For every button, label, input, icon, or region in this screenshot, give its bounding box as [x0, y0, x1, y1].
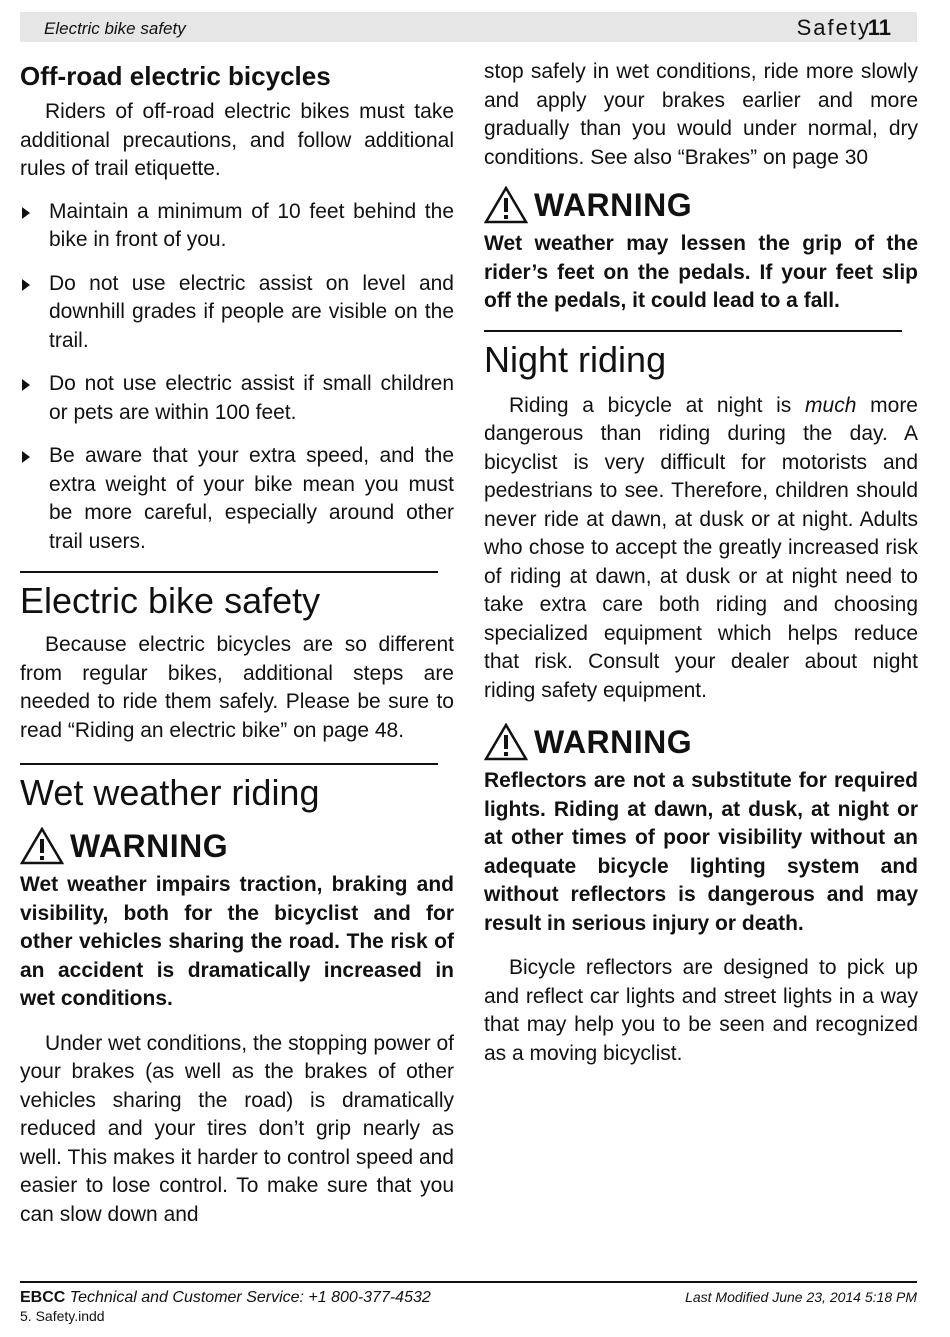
reflector-warning-text: Reflectors are not a substitute for required lights. Riding at dawn, at dusk, at night or at other times of poor visibility without an adequate bicycle lighting system and without reflectors is dangerous and may result in serious injury or death.: [484, 769, 918, 935]
pedal-warning-text: Wet weather may lessen the grip of the rider’s feet on the pedals. If your feet slip off the pedals, it could lead to a fall.: [484, 232, 918, 312]
warning-label: WARNING: [534, 723, 693, 760]
footer-filename: 5. Safety.indd: [20, 1308, 105, 1324]
night-riding-text: Riding a bicycle at night is much more dangerous than riding during the day. A bicyclist is very difficult for motorists and pedestrians to see. Therefore, children should never ride at dawn, at dusk or at night. Adults who chose to accept the greatly increased risk of riding at dawn, at dusk or at night need to take extra care both riding and choosing specialized equipment which helps reduce that risk. Consult your dealer about night riding safety equipment.: [484, 393, 918, 702]
warning-triangle-icon: [484, 186, 528, 224]
warning-triangle-icon: [20, 827, 64, 865]
list-item: Be aware that your extra speed, and the extra weight of your bike mean you must be more careful, especially around other trail users.: [20, 442, 454, 556]
left-column: [20, 58, 454, 1229]
bullet-arrow-icon: [22, 207, 30, 219]
header-section-title: Electric bike safety: [44, 19, 186, 38]
running-header: [20, 12, 917, 42]
bullet-arrow-icon: [22, 379, 30, 391]
night-riding-heading: Night riding: [484, 338, 667, 380]
warning-label: WARNING: [70, 827, 229, 864]
offroad-bullet-list: [20, 198, 454, 557]
offroad-intro: Riders of off-road electric bikes must take additional precautions, and follow additional rules of trail etiquette.: [20, 100, 454, 180]
warning-header: [484, 723, 918, 761]
wet-weather-heading: Wet weather riding: [20, 772, 320, 813]
footer-company: EBCC: [20, 1289, 66, 1306]
right-column: [484, 58, 918, 1068]
page-number: 11: [867, 15, 891, 40]
section-divider: [20, 763, 438, 765]
bullet-arrow-icon: [22, 279, 30, 291]
wet-warning-text: Wet weather impairs traction, braking and visibility, both for the bicyclist and for other vehicles sharing the road. The risk of an accident is dramatically increased in wet conditions.: [20, 873, 454, 1010]
wet-weather-text: Under wet conditions, the stopping power of your brakes (as well as the brakes of other vehicles sharing the road) is dramatically reduced and your tires don’t grip nearly as well. This makes it harder to control speed and easier to lose control. To make sure that you can slow down and: [20, 1031, 454, 1226]
warning-header: [484, 186, 918, 224]
list-item: Maintain a minimum of 10 feet behind the bike in front of you.: [20, 198, 454, 255]
offroad-heading: Off-road electric bicycles: [20, 61, 331, 91]
section-divider: [20, 571, 438, 573]
header-chapter: Safety: [796, 15, 871, 40]
wet-weather-continued: stop safely in wet conditions, ride more slowly and apply your brakes earlier and more gradually than you would under normal, dry conditions. See also “Brakes” on page 30: [484, 60, 918, 169]
ebike-safety-heading: Electric bike safety: [20, 580, 321, 621]
warning-header: [20, 827, 454, 865]
section-divider: [484, 330, 902, 332]
footer-service: Technical and Customer Service: +1 800-377-4532: [69, 1289, 431, 1306]
reflector-text: Bicycle reflectors are designed to pick up and reflect car lights and street lights in a way that may help you to be seen and recognized as a moving bicyclist.: [484, 956, 918, 1065]
bullet-arrow-icon: [22, 451, 30, 463]
footer-modified: Last Modified June 23, 2014 5:18 PM: [685, 1289, 917, 1305]
ebike-safety-text: Because electric bicycles are so different from regular bikes, additional steps are needed to ride them safely. Please be sure to read “Riding an electric bike” on page 48.: [20, 633, 454, 742]
warning-label: WARNING: [534, 186, 693, 223]
list-item: Do not use electric assist if small children or pets are within 100 feet.: [20, 370, 454, 427]
footer-service-line: [20, 1289, 431, 1307]
footer-divider: [20, 1281, 917, 1283]
warning-triangle-icon: [484, 723, 528, 761]
list-item: Do not use electric assist on level and downhill grades if people are visible on the trail.: [20, 270, 454, 356]
